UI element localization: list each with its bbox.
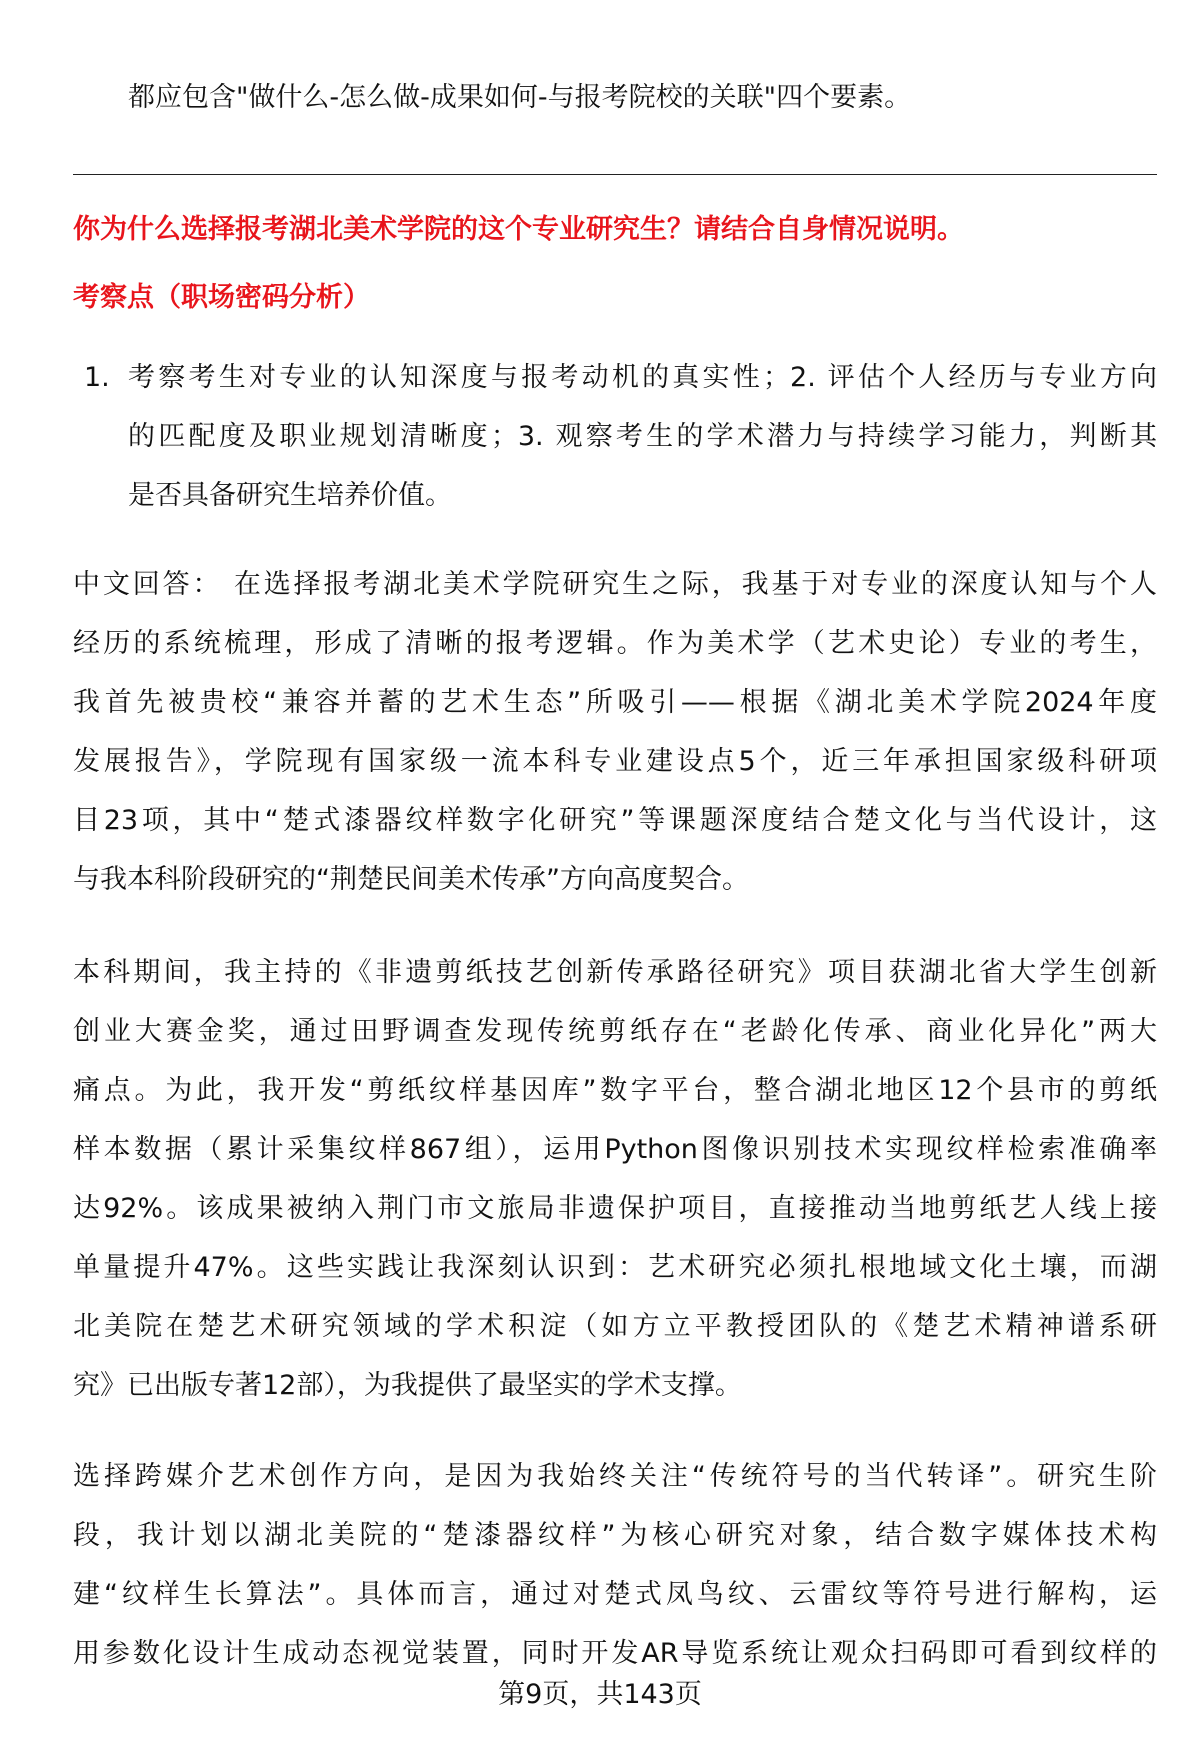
question-text: 你为什么选择报考湖北美术学院的这个专业研究生？请结合自身情况说明。 bbox=[73, 214, 964, 245]
text-line: 经历的系统梳理，形成了清晰的报考逻辑。作为美术学（艺术史论）专业的考生， bbox=[73, 628, 1157, 659]
text-line: 与我本科阶段研究的“荆楚民间美术传承”方向高度契合。 bbox=[73, 864, 749, 895]
text-line: 考察考生对专业的认知深度与报考动机的真实性；2. 评估个人经历与专业方向 bbox=[128, 362, 1157, 393]
text-line: 选择跨媒介艺术创作方向，是因为我始终关注“传统符号的当代转译”。研究生阶 bbox=[73, 1461, 1157, 1492]
text-line: 发展报告》，学院现有国家级一流本科专业建设点5个，近三年承担国家级科研项 bbox=[73, 746, 1157, 777]
divider bbox=[73, 174, 1157, 175]
text-line: 究》已出版专著12部），为我提供了最坚实的学术支撑。 bbox=[73, 1370, 742, 1401]
text-line: 达92%。该成果被纳入荆门市文旅局非遗保护项目，直接推动当地剪纸艺人线上接 bbox=[73, 1193, 1157, 1224]
text-line: 段，我计划以湖北美院的“楚漆器纹样”为核心研究对象，结合数字媒体技术构 bbox=[73, 1520, 1157, 1551]
text-line: 目23项，其中“楚式漆器纹样数字化研究”等课题深度结合楚文化与当代设计，这 bbox=[73, 805, 1157, 836]
subheading bbox=[73, 268, 1157, 327]
paragraph-answer bbox=[73, 555, 1157, 909]
subheading-text: 考察点（职场密码分析） bbox=[73, 282, 370, 313]
text-line: 创业大赛金奖，通过田野调查发现传统剪纸存在“老龄化传承、商业化异化”两大 bbox=[73, 1016, 1157, 1047]
text-line: 我首先被贵校“兼容并蓄的艺术生态”所吸引——根据《湖北美术学院2024年度 bbox=[73, 687, 1157, 718]
page-footer: 第9页，共143页 bbox=[498, 1679, 702, 1710]
intro-tail bbox=[128, 68, 1157, 127]
text-line: 单量提升47%。这些实践让我深刻认识到：艺术研究必须扎根地域文化土壤，而湖 bbox=[73, 1252, 1157, 1283]
text-line: 北美院在楚艺术研究领域的学术积淀（如方立平教授团队的《楚艺术精神谱系研 bbox=[73, 1311, 1157, 1342]
text-line: 用参数化设计生成动态视觉装置，同时开发AR导览系统让观众扫码即可看到纹样的 bbox=[73, 1638, 1157, 1669]
text-line: 的匹配度及职业规划清晰度；3. 观察考生的学术潜力与持续学习能力，判断其 bbox=[128, 421, 1157, 452]
text-line: 都应包含"做什么-怎么做-成果如何-与报考院校的关联"四个要素。 bbox=[128, 82, 912, 113]
text-line: 建“纹样生长算法”。具体而言，通过对楚式凤鸟纹、云雷纹等符号进行解构，运 bbox=[73, 1579, 1157, 1610]
question-heading bbox=[73, 200, 1157, 259]
list-number: 1. bbox=[84, 362, 110, 393]
text-line: 样本数据（累计采集纹样867组），运用Python图像识别技术实现纹样检索准确率 bbox=[73, 1134, 1157, 1165]
text-line: 本科期间，我主持的《非遗剪纸技艺创新传承路径研究》项目获湖北省大学生创新 bbox=[73, 957, 1157, 988]
text-line: 中文回答： 在选择报考湖北美术学院研究生之际，我基于对专业的深度认知与个人 bbox=[73, 569, 1157, 600]
paragraph-undergrad bbox=[73, 943, 1157, 1415]
text-line: 是否具备研究生培养价值。 bbox=[128, 480, 452, 511]
assessment-list bbox=[84, 348, 1157, 525]
paragraph-direction bbox=[73, 1447, 1157, 1683]
text-line: 痛点。为此，我开发“剪纸纹样基因库”数字平台，整合湖北地区12个县市的剪纸 bbox=[73, 1075, 1157, 1106]
